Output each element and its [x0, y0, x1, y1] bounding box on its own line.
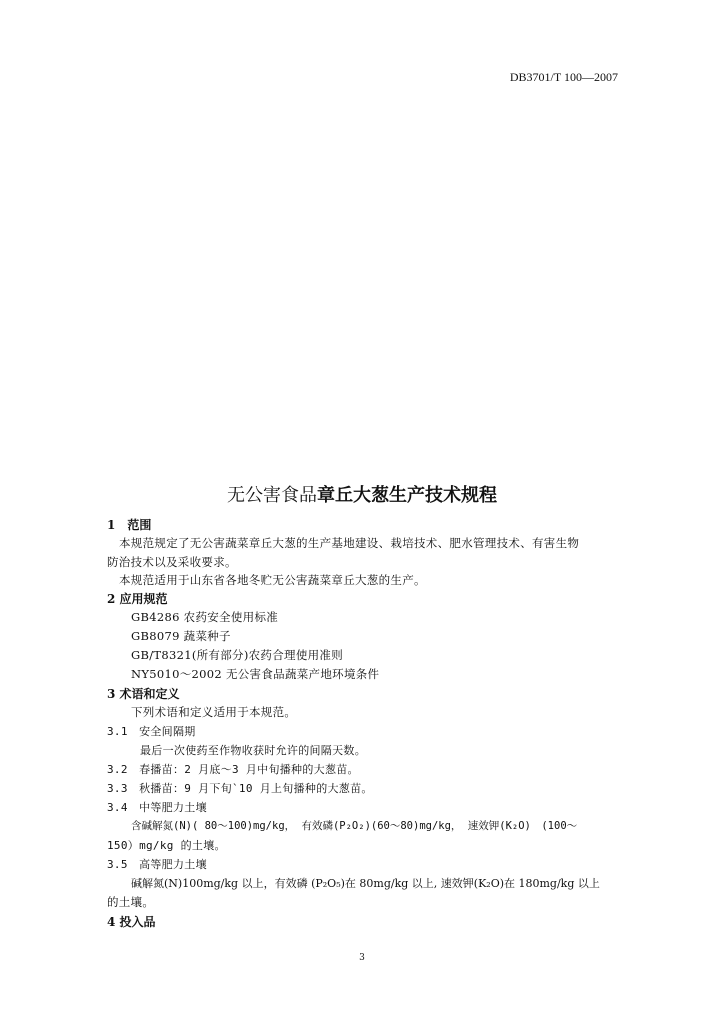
term-3-1-body: 最后一次使药至作物收获时允许的间隔天数。 [140, 744, 366, 757]
section-1-para-2: 本规范适用于山东省各地冬贮无公害蔬菜章丘大葱的生产。 [119, 573, 426, 587]
title-main: 章丘大葱生产技术规程 [317, 485, 497, 506]
page-number: 3 [359, 953, 365, 963]
term-3-4-body-b: 150）mg/kg 的土壤。 [107, 839, 226, 852]
section-1-para-1a: 本规范规定了无公害蔬菜章丘大葱的生产基地建设、栽培技术、肥水管理技术、有害生物 [119, 536, 580, 550]
term-3-1-heading: 3.1 安全间隔期 [107, 725, 196, 738]
section-1-para-1b: 防治技术以及采收要求。 [107, 555, 237, 569]
term-3-3: 3.3 秋播苗：9 月下旬`10 月上旬播种的大葱苗。 [107, 782, 373, 795]
section-3-intro: 下列术语和定义适用于本规范。 [131, 705, 297, 719]
section-4-heading: 4 投入品 [107, 915, 156, 929]
term-3-5-body-b: 的土壤。 [107, 895, 155, 909]
section-2-heading: 2 应用规范 [107, 592, 168, 606]
term-3-4-heading: 3.4 中等肥力土壤 [107, 801, 207, 814]
document-title [0, 481, 724, 507]
standard-item: GB8079 蔬菜种子 [131, 629, 231, 643]
standard-item: NY5010～2002 无公害食品蔬菜产地环境条件 [131, 667, 380, 681]
section-3-heading: 3 术语和定义 [107, 687, 180, 701]
term-3-2: 3.2 春播苗：2 月底～3 月中旬播种的大葱苗。 [107, 763, 359, 776]
standard-item: GB/T8321(所有部分)农药合理使用准则 [131, 648, 344, 662]
section-1-heading: 1 范围 [107, 518, 152, 532]
standard-item: GB4286 农药安全使用标准 [131, 610, 279, 624]
title-prefix: 无公害食品 [227, 485, 317, 506]
term-3-5-heading: 3.5 高等肥力土壤 [107, 858, 207, 871]
term-3-4-body-a: 含碱解氮(N)( 80～100)mg/kg， 有效磷(P₂O₂)(60～80)mg/kg， 速效钾(K₂O) (100～ [131, 820, 578, 832]
document-code: DB3701/T 100—2007 [509, 70, 618, 84]
term-3-5-body-a: 碱解氮(N)100mg/kg 以上，有效磷 (P₂O₅)在 80mg/kg 以上, 速效钾(K₂O)在 180mg/kg 以上 [131, 877, 600, 890]
